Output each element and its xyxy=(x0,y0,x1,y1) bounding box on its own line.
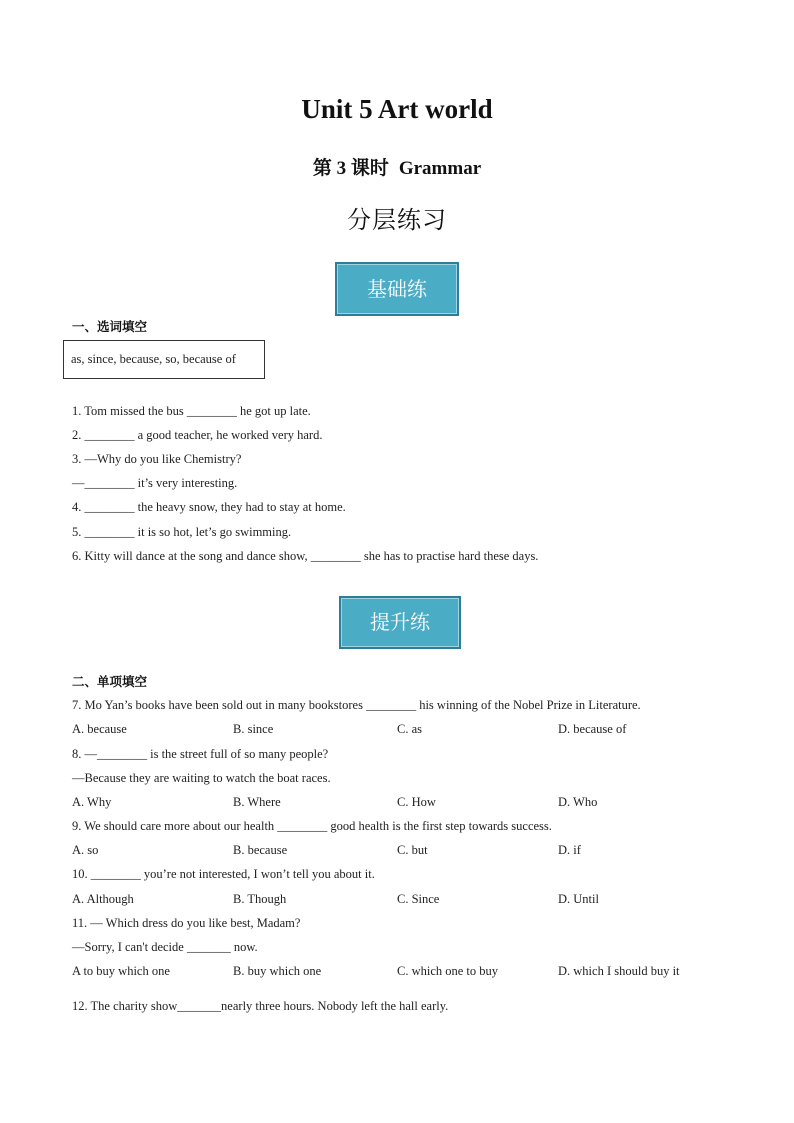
question-5: 5. ________ it is so hot, let’s go swimming. xyxy=(72,525,292,539)
question-12: 12. The charity show_______nearly three hours. Nobody left the hall early. xyxy=(72,999,449,1013)
q9-option-a: A. so xyxy=(72,843,99,857)
q9-option-c: C. but xyxy=(397,843,428,857)
q10-option-d: D. Until xyxy=(558,892,599,906)
question-11: 11. — Which dress do you like best, Madam? xyxy=(72,916,301,930)
basic-practice-banner: 基础练 xyxy=(335,262,459,316)
lesson-topic: Grammar xyxy=(398,158,482,179)
q11-option-b: B. buy which one xyxy=(233,964,322,978)
q11-option-d: D. which I should buy it xyxy=(558,964,680,978)
q7-option-d: D. because of xyxy=(558,722,627,736)
question-10: 10. ________ you’re not interested, I won’t tell you about it. xyxy=(72,867,375,881)
question-9: 9. We should care more about our health ________ good health is the first step towards success. xyxy=(72,819,552,833)
q10-option-a: A. Although xyxy=(72,892,134,906)
q8-option-b: B. Where xyxy=(233,795,281,809)
q7-option-c: C. as xyxy=(397,722,422,736)
question-8-answer: —Because they are waiting to watch the boat races. xyxy=(72,771,331,785)
word-bank-box: as, since, because, so, because of xyxy=(63,340,265,379)
q7-option-a: A. because xyxy=(72,722,127,736)
q10-option-b: B. Though xyxy=(233,892,287,906)
q10-option-c: C. Since xyxy=(397,892,440,906)
q9-option-b: B. because xyxy=(233,843,288,857)
exercise-heading: 分层练习 xyxy=(347,206,447,234)
q7-option-b: B. since xyxy=(233,722,274,736)
q9-option-d: D. if xyxy=(558,843,581,857)
q11-option-c: C. which one to buy xyxy=(397,964,499,978)
question-4: 4. ________ the heavy snow, they had to stay at home. xyxy=(72,500,346,514)
question-3-answer: —________ it’s very interesting. xyxy=(72,476,238,490)
question-6: 6. Kitty will dance at the song and dance show, ________ she has to practise hard these days. xyxy=(72,549,539,563)
question-1: 1. Tom missed the bus ________ he got up late. xyxy=(72,404,311,418)
page-title: Unit 5 Art world xyxy=(301,94,493,124)
q11-option-a: A to buy which one xyxy=(72,964,170,978)
lesson-number: 第 3 课时 xyxy=(312,158,389,179)
q8-option-a: A. Why xyxy=(72,795,112,809)
q8-option-c: C. How xyxy=(397,795,436,809)
section-2-heading: 二、单项填空 xyxy=(72,674,148,689)
section-1-heading: 一、选词填空 xyxy=(72,319,148,334)
question-8: 8. —________ is the street full of so many people? xyxy=(72,747,329,761)
question-7: 7. Mo Yan’s books have been sold out in many bookstores ________ his winning of the Nobel Prize in Literature. xyxy=(72,698,641,712)
question-3: 3. —Why do you like Chemistry? xyxy=(72,452,242,466)
question-11-answer: —Sorry, I can't decide _______ now. xyxy=(72,940,258,954)
advanced-practice-banner: 提升练 xyxy=(339,596,461,649)
question-2: 2. ________ a good teacher, he worked very hard. xyxy=(72,428,323,442)
q8-option-d: D. Who xyxy=(558,795,598,809)
lesson-subtitle xyxy=(0,153,794,180)
